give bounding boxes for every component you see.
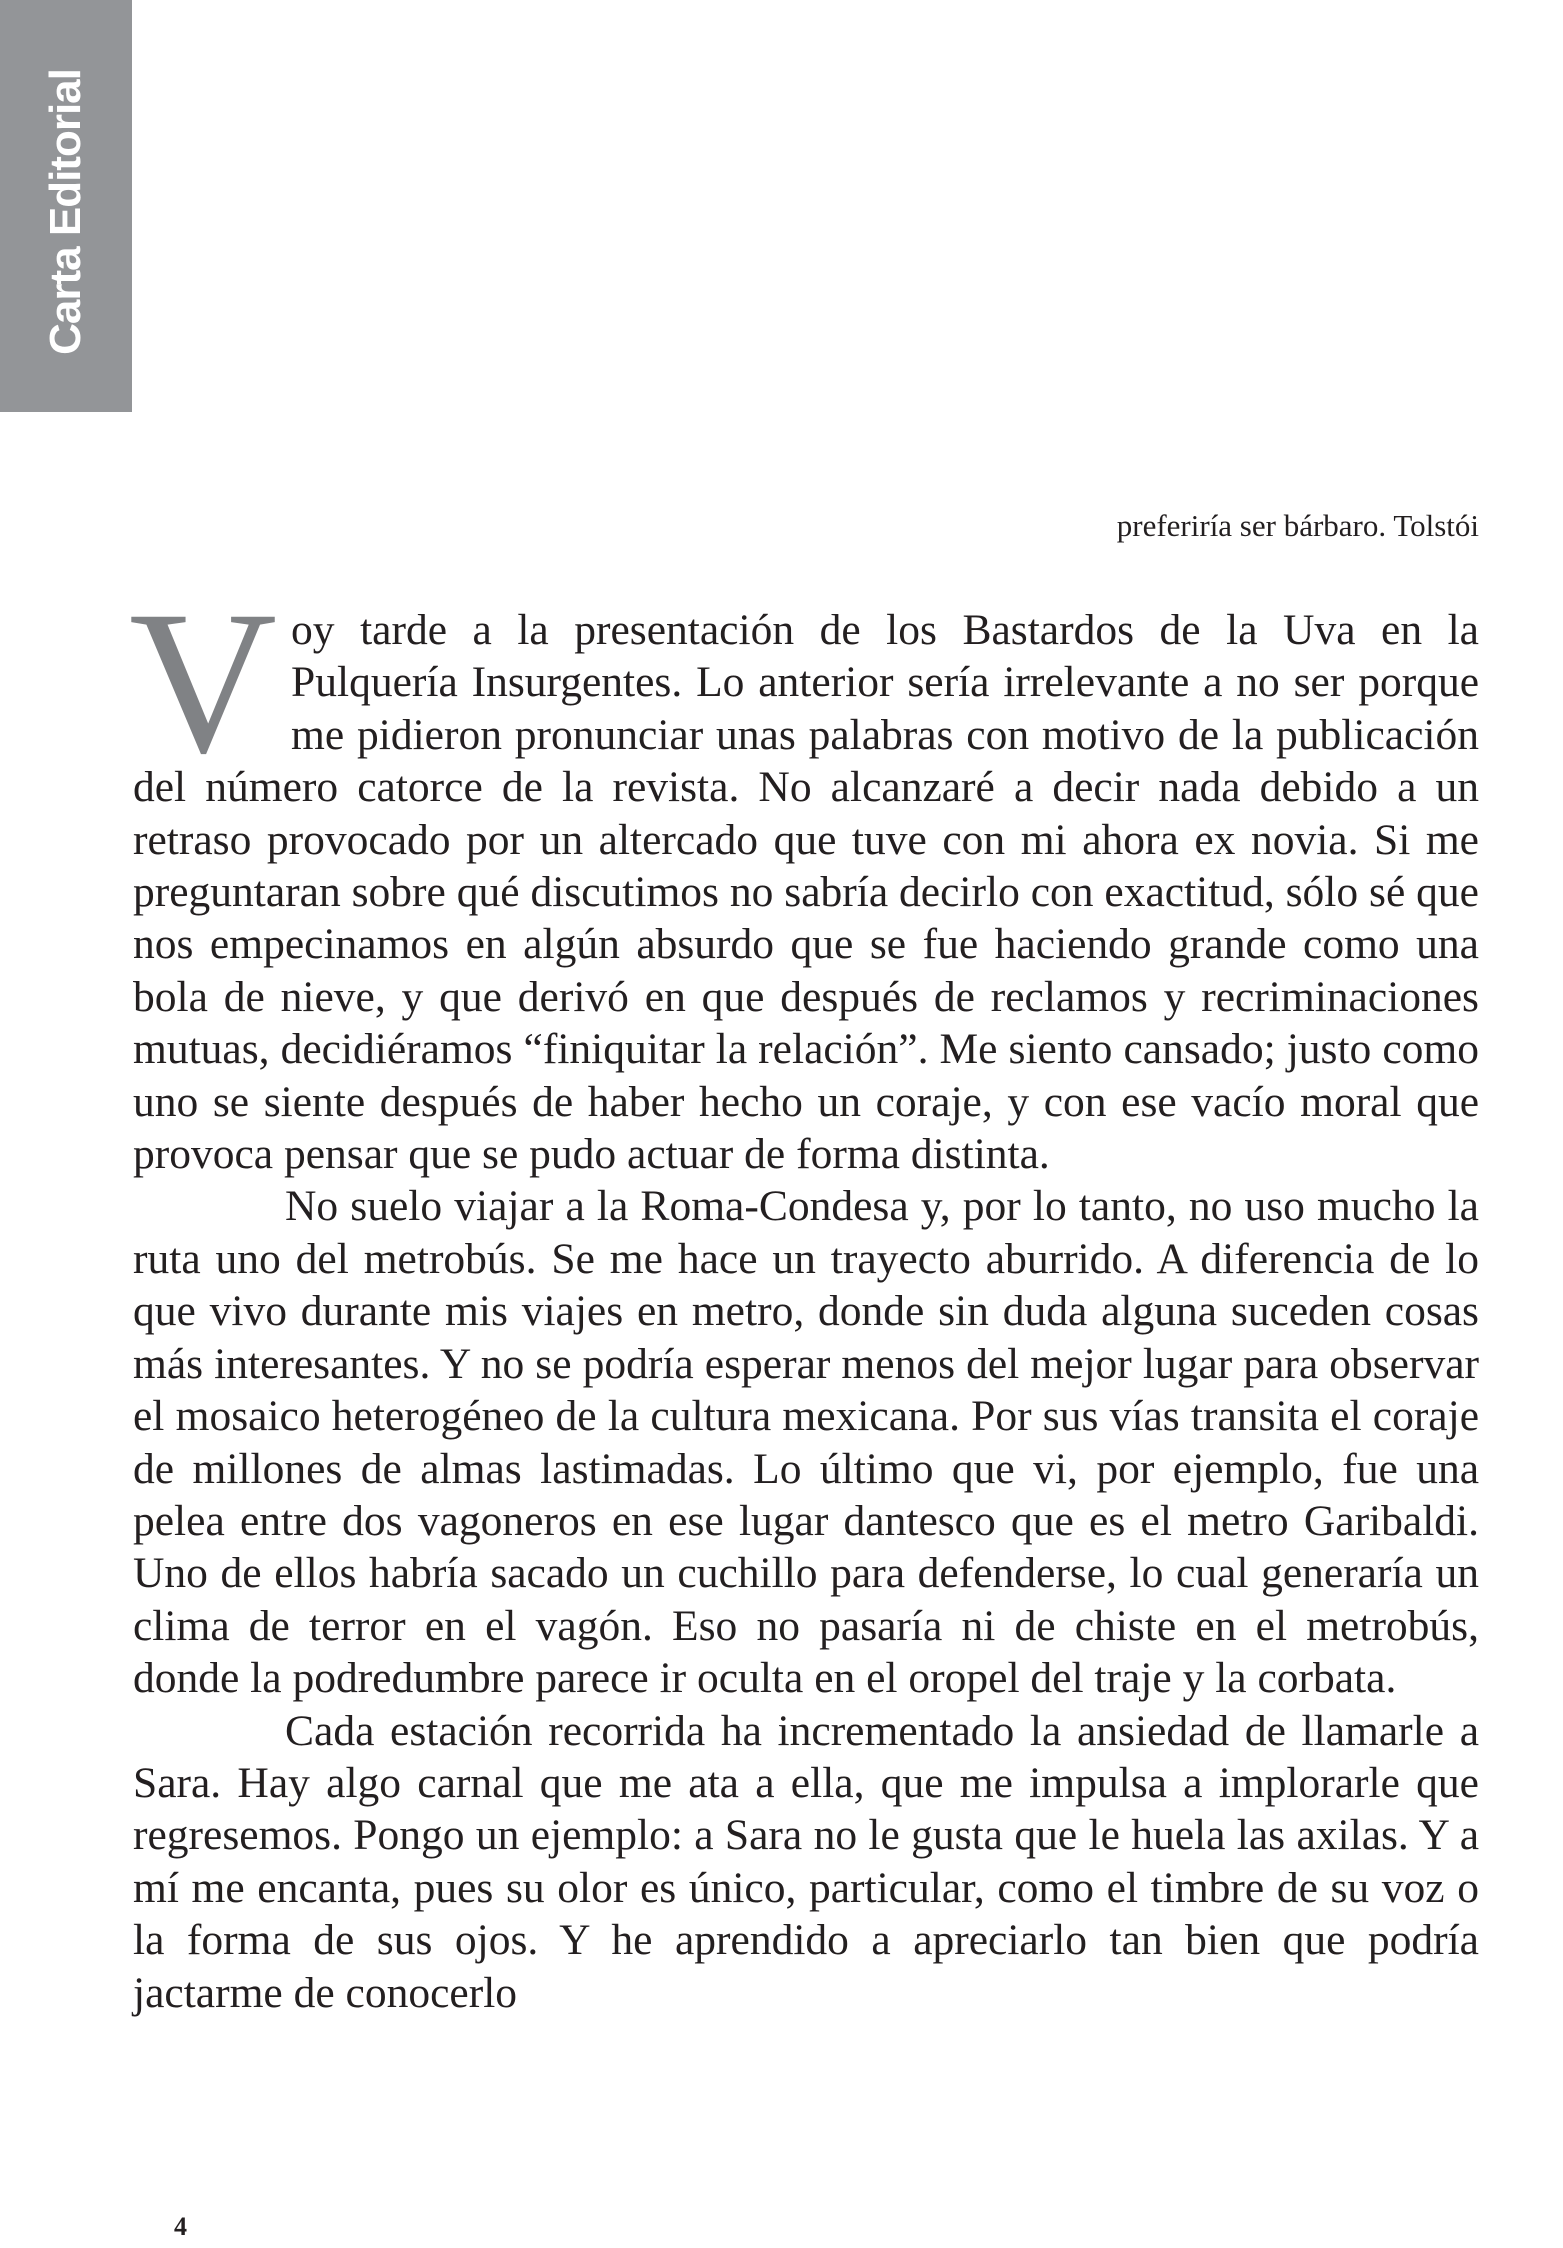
- section-tab: [0, 0, 132, 412]
- epigraph: preferiría ser bárbaro. Tolstói: [1116, 508, 1479, 543]
- page-number: 4: [174, 2212, 187, 2241]
- article-body: [129, 569, 1479, 2019]
- paragraph: Cada estación recorrida ha incrementado la ansiedad de llamarle a Sara. Hay algo carnal que me ata a ella, que me impulsa a implorarle que regresemos. Pongo un ejemplo: a Sara no le gusta que le huela las axilas. Y a mí me encanta, pues su olor es único, particular, como el timbre de su voz o la forma de sus ojos. Y he aprendido a apreciarlo tan bien que podría jactarme de conocerlo: [133, 1706, 1479, 2017]
- paragraph-text: oy tarde a la presentación de los Bastardos de la Uva en la Pulquería Insurgentes. Lo anterior sería irrelevante a no ser porque me pidieron pronunciar unas palabras con motivo de la publicación del número catorce de la revista. No alcanzaré a decir nada debido a un retraso provocado por un altercado que tuve con mi ahora ex novia. Si me preguntaran sobre qué discutimos no sabría decirlo con exactitud, sólo sé que nos empecinamos en algún absurdo que se fue haciendo grande como una bola de nieve, y que derivó en que después de reclamos y recriminaciones mutuas, decidiéramos “finiquitar la relación”. Me siento cansado; justo como uno se siente después de haber hecho un coraje, y con ese vacío moral que provoca pensar que se pudo actuar de forma distinta.: [133, 606, 1479, 1179]
- paragraph: No suelo viajar a la Roma-Condesa y, por lo tanto, no uso mucho la ruta uno del metrobús. Se me hace un trayecto aburrido. A diferencia de lo que vivo durante mis viajes en metro, donde sin duda alguna suceden cosas más interesantes. Y no se podría esperar menos del mejor lugar para observar el mosaico heterogéneo de la cultura mexicana. Por sus vías transita el coraje de millones de almas lastimadas. Lo último que vi, por ejemplo, fue una pelea entre dos vagoneros en ese lugar dantesco que es el metro Garibaldi. Uno de ellos habría sacado un cuchillo para defenderse, lo cual generaría un clima de terror en el vagón. Eso no pasaría ni de chiste en el metrobús, donde la podredumbre parece ir oculta en el oropel del traje y la corbata.: [133, 1182, 1479, 1703]
- paragraph: [129, 569, 1479, 1180]
- section-tab-label: Carta Editorial: [41, 69, 90, 355]
- drop-cap: V: [129, 569, 278, 796]
